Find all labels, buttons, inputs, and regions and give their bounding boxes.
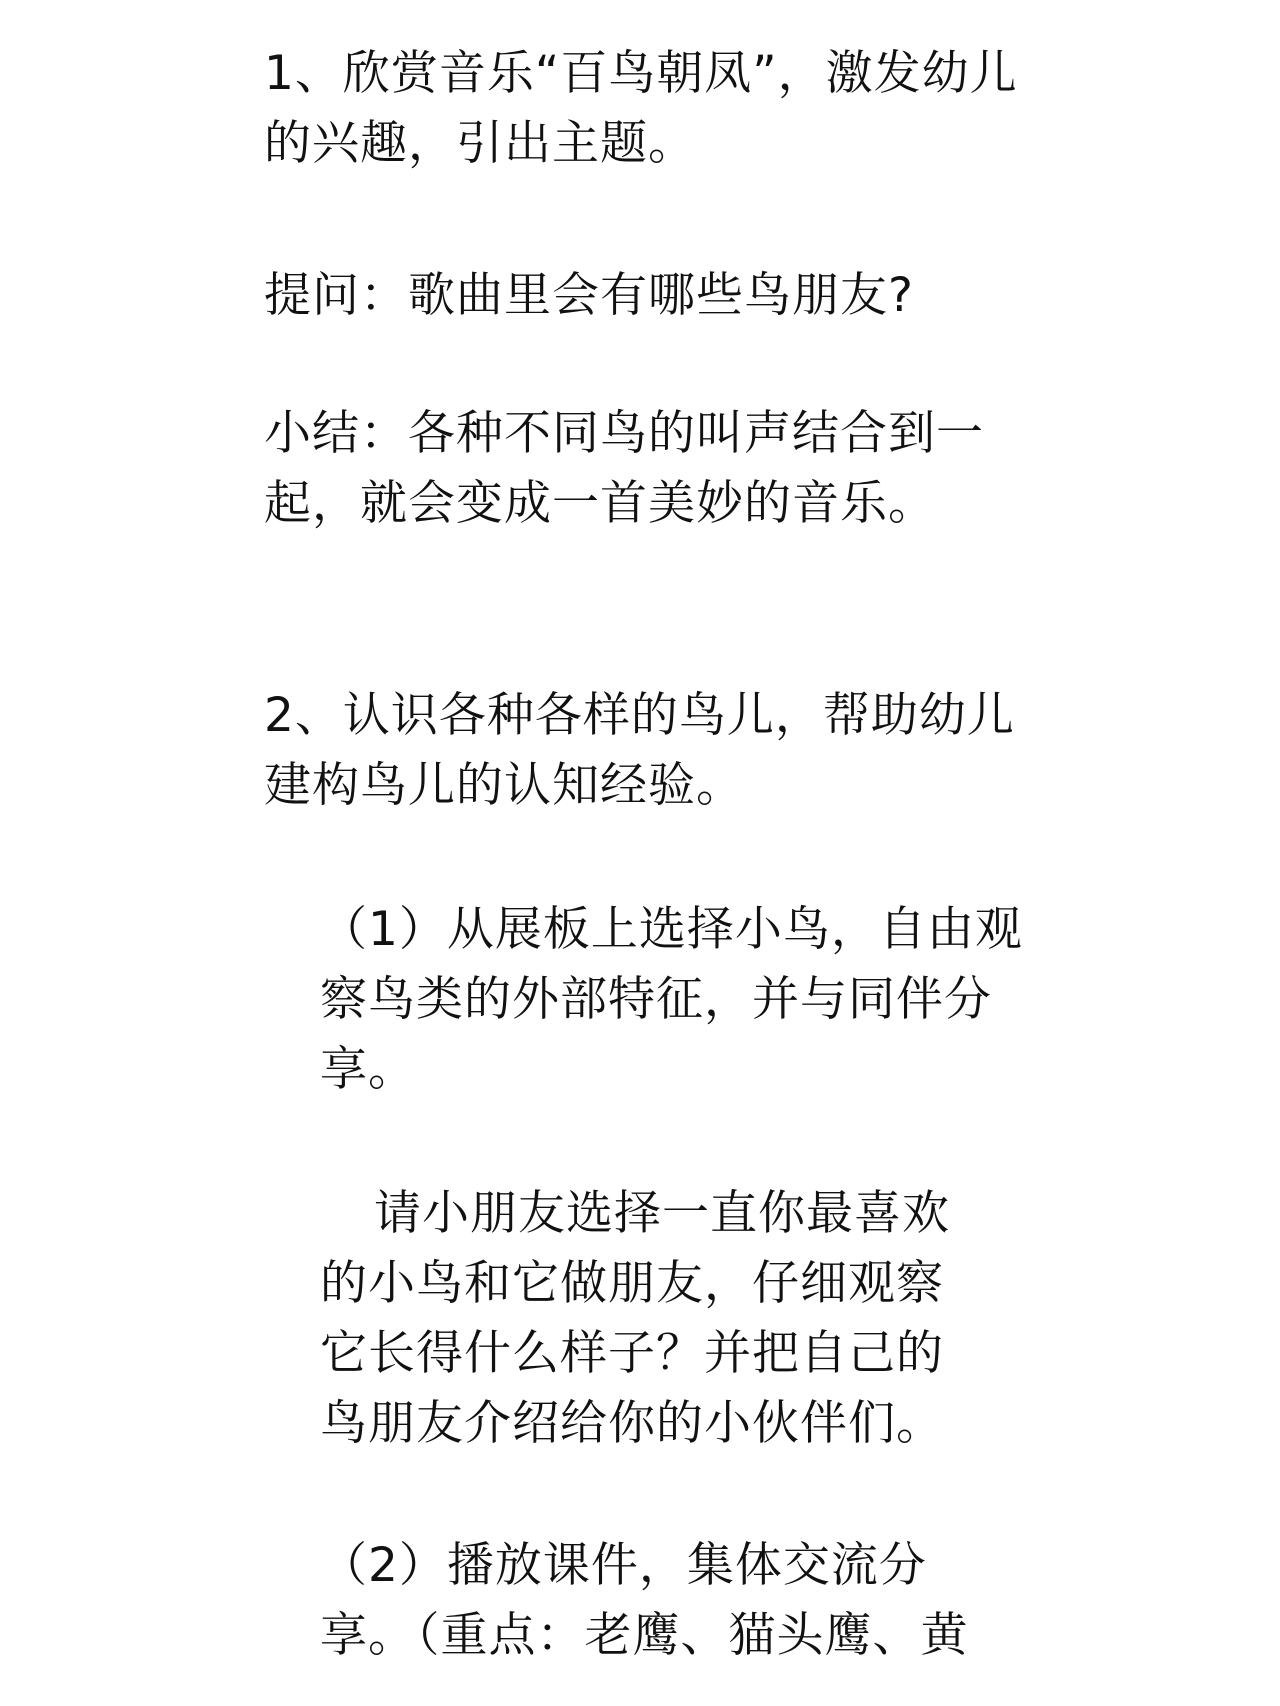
- item2-line1: （2）播放课件，集体交流分: [320, 1538, 927, 1593]
- item1-line1: （1）从展板上选择小鸟，自由观: [320, 902, 1023, 957]
- section1-question: 提问：歌曲里会有哪些鸟朋友?: [264, 268, 914, 323]
- item2-line2: 享。（重点：老鹰、猫头鹰、黄: [320, 1608, 969, 1663]
- prompt-line4: 鸟朋友介绍给你的小伙伴们。: [320, 1396, 944, 1451]
- section1-heading-line1: 1、欣赏音乐“百鸟朝凤”，激发幼儿: [264, 46, 1018, 101]
- section1-summary-line2: 起，就会变成一首美妙的音乐。: [264, 476, 936, 531]
- section1-summary-line1: 小结：各种不同鸟的叫声结合到一: [264, 406, 984, 461]
- prompt-line3: 它长得什么样子？并把自己的: [320, 1326, 944, 1381]
- prompt-line2: 的小鸟和它做朋友，仔细观察: [320, 1256, 944, 1311]
- item1-line3: 享。: [320, 1042, 416, 1097]
- section2-heading-line1: 2、认识各种各样的鸟儿，帮助幼儿: [264, 688, 1015, 743]
- section1-heading-line2: 的兴趣，引出主题。: [264, 116, 696, 171]
- prompt-line1: 请小朋友选择一直你最喜欢: [374, 1186, 950, 1241]
- section2-heading-line2: 建构鸟儿的认知经验。: [264, 758, 744, 813]
- item1-line2: 察鸟类的外部特征，并与同伴分: [320, 972, 992, 1027]
